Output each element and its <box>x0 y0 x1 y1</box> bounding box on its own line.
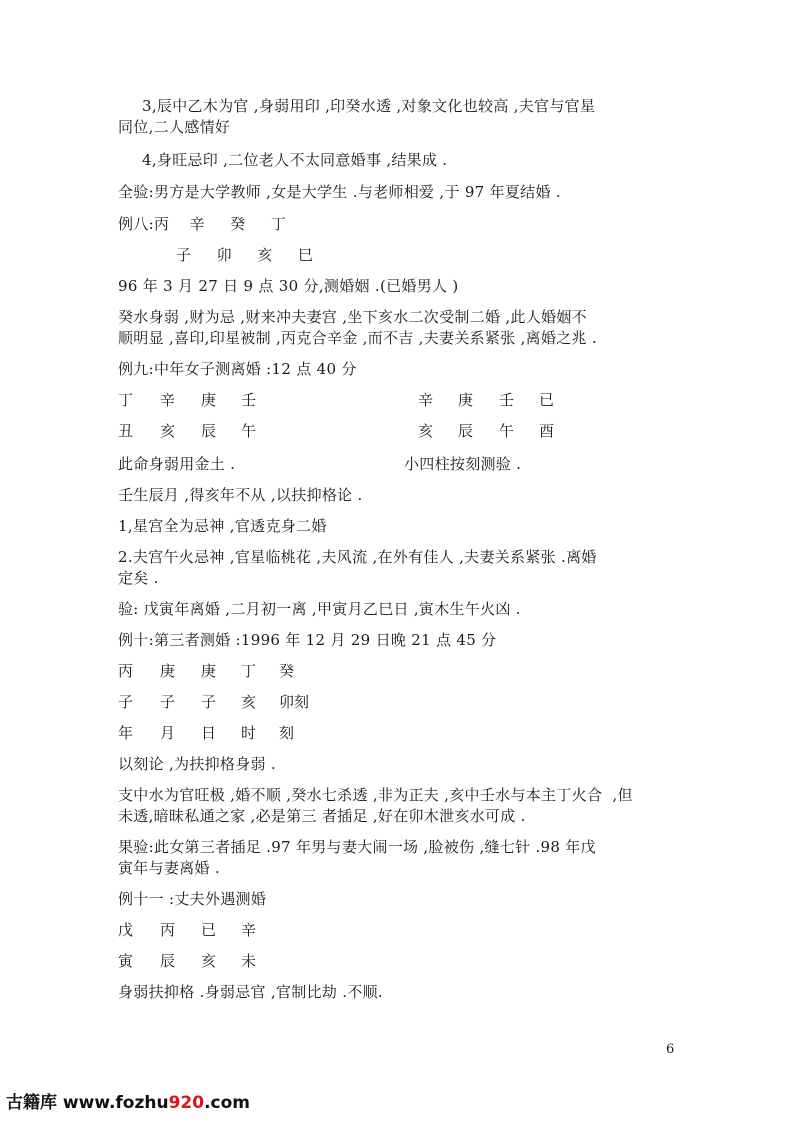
ganzhi-char: 未 <box>241 952 257 970</box>
example-8-analysis-line-1: 癸水身弱 ,财为忌 ,财来冲夫妻宫 ,坐下亥水二次受制二婚 ,此人婚姻不 <box>118 308 587 326</box>
ganzhi-char: 时 <box>241 724 257 742</box>
ganzhi-char: 庚 <box>458 391 474 409</box>
ganzhi-char: 丙 <box>118 662 134 680</box>
ganzhi-char: 已 <box>201 921 217 939</box>
ganzhi-char: 亥 <box>201 952 217 970</box>
ganzhi-char: 辰 <box>201 422 217 440</box>
paragraph-1-line-1: 3,辰中乙木为官 ,身弱用印 ,印癸水透 ,对象文化也较高 ,夫官与官星 <box>142 97 596 115</box>
ganzhi-char: 子 <box>201 693 217 711</box>
ganzhi-char: 卯刻 <box>279 693 310 711</box>
ganzhi-char: 年 <box>118 724 134 742</box>
example-10-result-line-2: 寅年与妻离婚 . <box>118 859 220 877</box>
example-9-note-right: 小四柱按刻测验 . <box>404 455 522 473</box>
example-8-stems: 例八:丙 辛 癸 丁 <box>118 215 287 233</box>
example-8-date: 96 年 3 月 27 日 9 点 30 分,测婚姻 .(已婚男人 ) <box>118 277 459 295</box>
ganzhi-char: 亥 <box>160 422 176 440</box>
ganzhi-char: 庚 <box>201 391 217 409</box>
ganzhi-char: 辰 <box>458 422 474 440</box>
example-8-analysis-line-2: 顺明显 ,喜印,印星被制 ,丙克合辛金 ,而不吉 ,夫妻关系紧张 ,离婚之兆 . <box>118 329 597 347</box>
example-10-analysis-line-1: 支中水为官旺极 ,婚不顺 ,癸水七杀透 ,非为正夫 ,亥中壬水与本主丁火合 ,但 <box>118 786 633 804</box>
ganzhi-char: 壬 <box>499 391 515 409</box>
ganzhi-char: 酉 <box>539 422 555 440</box>
ganzhi-char: 月 <box>160 724 176 742</box>
ganzhi-char: 丁 <box>118 391 134 409</box>
example-11-analysis: 身弱扶抑格 .身弱忌官 ,官制比劫 .不顺. <box>118 983 383 1001</box>
ganzhi-char: 丑 <box>118 422 134 440</box>
ganzhi-char: 子 <box>118 693 134 711</box>
ganzhi-char: 壬 <box>241 391 257 409</box>
footer-site-name: 古籍库 <box>6 1093 57 1113</box>
ganzhi-char: 刻 <box>279 724 295 742</box>
example-8-branches: 子 卯 亥 巳 <box>176 246 314 264</box>
example-9-point-2-line-1: 2.夫宫午火忌神 ,官星临桃花 ,夫风流 ,在外有佳人 ,夫妻关系紧张 .离婚 <box>118 548 597 566</box>
ganzhi-char: 辰 <box>160 952 176 970</box>
ganzhi-char: 子 <box>160 693 176 711</box>
footer-url-suffix: .com <box>204 1093 251 1113</box>
ganzhi-char: 已 <box>539 391 555 409</box>
ganzhi-char: 辛 <box>160 391 176 409</box>
paragraph-1-line-2: 同位,二人感情好 <box>118 118 231 136</box>
footer-url-prefix: www.fozhu <box>62 1093 169 1113</box>
ganzhi-char: 庚 <box>160 662 176 680</box>
paragraph-2: 4,身旺忌印 ,二位老人不太同意婚事 ,结果成 . <box>142 151 448 169</box>
example-9-point-1: 1,星宫全为忌神 ,官透克身二婚 <box>118 517 327 535</box>
example-10-method: 以刻论 ,为扶抑格身弱 . <box>118 755 276 773</box>
ganzhi-char: 午 <box>241 422 257 440</box>
example-9-analysis: 壬生辰月 ,得亥年不从 ,以扶抑格论 . <box>118 486 363 504</box>
example-10-title: 例十:第三者测婚 :1996 年 12 月 29 日晚 21 点 45 分 <box>118 631 497 649</box>
example-9-note-left: 此命身弱用金土 . <box>118 455 236 473</box>
ganzhi-char: 丙 <box>160 921 176 939</box>
ganzhi-char: 亥 <box>241 693 257 711</box>
ganzhi-char: 午 <box>499 422 515 440</box>
example-11-title: 例十一 :丈夫外遇测婚 <box>118 890 267 908</box>
ganzhi-char: 丁 <box>241 662 257 680</box>
example-9-point-2-line-2: 定矣 . <box>118 569 159 587</box>
ganzhi-char: 寅 <box>118 952 134 970</box>
ganzhi-char: 癸 <box>279 662 295 680</box>
footer-url-number: 920 <box>168 1093 205 1113</box>
footer-watermark <box>6 1088 250 1113</box>
page-number: 6 <box>666 1042 675 1057</box>
ganzhi-char: 庚 <box>201 662 217 680</box>
example-9-verification: 验: 戊寅年离婚 ,二月初一离 ,甲寅月乙巳日 ,寅木生午火凶 . <box>118 600 521 618</box>
example-9-title: 例九:中年女子测离婚 :12 点 40 分 <box>118 360 357 378</box>
ganzhi-char: 亥 <box>418 422 434 440</box>
ganzhi-char: 戊 <box>118 921 134 939</box>
example-10-analysis-line-2: 未透,暗昧私通之家 ,必是第三 者插足 ,好在卯木泄亥水可成 . <box>118 807 526 825</box>
example-10-result-line-1: 果验:此女第三者插足 .97 年男与妻大闹一场 ,脸被伤 ,缝七针 .98 年戊 <box>118 838 596 856</box>
paragraph-3: 全验:男方是大学教师 ,女是大学生 .与老师相爱 ,于 97 年夏结婚 . <box>118 183 561 201</box>
ganzhi-char: 辛 <box>241 921 257 939</box>
ganzhi-char: 辛 <box>418 391 434 409</box>
ganzhi-char: 日 <box>201 724 217 742</box>
